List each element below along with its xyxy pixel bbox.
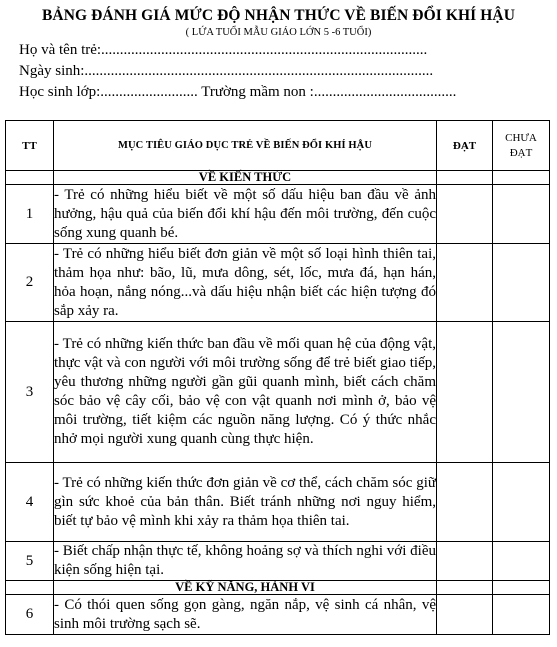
section-blank bbox=[437, 171, 493, 185]
section-row-knowledge bbox=[6, 171, 550, 185]
row-number: 2 bbox=[6, 244, 54, 322]
table-row bbox=[6, 542, 550, 581]
document-title: BẢNG ĐÁNH GIÁ MỨC ĐỘ NHẬN THỨC VỀ BIẾN ĐỔI KHÍ HẬU bbox=[41, 7, 516, 24]
header-muc-tieu: MỤC TIÊU GIÁO DỤC TRẺ VỀ BIẾN ĐỔI KHÍ HẬU bbox=[54, 121, 437, 171]
chua-dat-cell[interactable] bbox=[493, 595, 550, 635]
section-blank bbox=[6, 171, 54, 185]
dat-cell[interactable] bbox=[437, 595, 493, 635]
birth-date-field: Ngày sinh:............................................................................................. bbox=[19, 63, 434, 79]
child-name-field: Họ và tên trẻ:....................................................................................... bbox=[19, 42, 428, 58]
section-blank bbox=[493, 171, 550, 185]
row-objective: - Trẻ có những kiến thức đơn giản về cơ thể, cách chăm sóc giữ gìn sức khoẻ của bản thân. Biết tránh những nơi nguy hiểm, biết tự bảo vệ mình khi xảy ra thảm họa thiên tai. bbox=[54, 463, 437, 542]
section-knowledge-title: VỀ KIẾN THỨC bbox=[54, 171, 437, 185]
chua-dat-cell[interactable] bbox=[493, 463, 550, 542]
header-dat: ĐẠT bbox=[437, 121, 493, 171]
section-blank bbox=[437, 581, 493, 595]
chua-dat-cell[interactable] bbox=[493, 185, 550, 244]
dat-cell[interactable] bbox=[437, 244, 493, 322]
row-number: 3 bbox=[6, 322, 54, 463]
row-objective: - Có thói quen sống gọn gàng, ngăn nắp, vệ sinh cá nhân, vệ sinh môi trường sạch sẽ. bbox=[54, 595, 437, 635]
table-row bbox=[6, 185, 550, 244]
class-school-field: Học sinh lớp:.......................... Trường mầm non :...................................... bbox=[19, 84, 457, 100]
chua-dat-cell[interactable] bbox=[493, 244, 550, 322]
dat-cell[interactable] bbox=[437, 542, 493, 581]
dat-cell[interactable] bbox=[437, 185, 493, 244]
chua-dat-cell[interactable] bbox=[493, 542, 550, 581]
chua-dat-cell[interactable] bbox=[493, 322, 550, 463]
row-objective: - Trẻ có những kiến thức ban đầu về mối quan hệ của động vật, thực vật và con người với môi trường sống để trẻ biết giao tiếp, yêu thương những người gần gũi quanh mình, biết cách chăm sóc bảo vệ cây cối, bảo vệ con vật quanh nơi mình ở, bảo vệ môi trường, tiết kiệm các nguồn năng lượng. Có ý thức nhắc nhở mọi người xung quanh cùng thực hiện. bbox=[54, 322, 437, 463]
section-skills-title: VỀ KỸ NĂNG, HÀNH VI bbox=[54, 581, 437, 595]
table-row bbox=[6, 244, 550, 322]
document-subtitle: ( LỨA TUỔI MẪU GIÁO LỚN 5 -6 TUỔI) bbox=[185, 27, 372, 38]
table-row bbox=[6, 595, 550, 635]
row-number: 6 bbox=[6, 595, 54, 635]
table-row bbox=[6, 322, 550, 463]
header-tt: TT bbox=[6, 121, 54, 171]
row-number: 5 bbox=[6, 542, 54, 581]
table-row bbox=[6, 463, 550, 542]
row-objective: - Biết chấp nhận thực tế, không hoảng sợ và thích nghi với điều kiện sống hiện tại. bbox=[54, 542, 437, 581]
row-number: 4 bbox=[6, 463, 54, 542]
row-objective: - Trẻ có những hiểu biết về một số dấu hiệu ban đầu về ảnh hưởng, hậu quả của biến đổi khí hậu đến môi trường, đến cuộc sống xung quanh bé. bbox=[54, 185, 437, 244]
dat-cell[interactable] bbox=[437, 463, 493, 542]
row-number: 1 bbox=[6, 185, 54, 244]
evaluation-table bbox=[5, 120, 550, 635]
section-blank bbox=[493, 581, 550, 595]
row-objective: - Trẻ có những hiểu biết đơn giản về một số loại hình thiên tai, thảm họa như: bão, lũ, mưa dông, sét, lốc, mưa đá, hạn hán, hỏa hoạn, nắng nóng...và dấu hiệu nhận biết các hiện tượng đó sắp xảy ra. bbox=[54, 244, 437, 322]
section-row-skills bbox=[6, 581, 550, 595]
header-chua-dat: CHƯA ĐẠT bbox=[493, 121, 550, 171]
section-blank bbox=[6, 581, 54, 595]
dat-cell[interactable] bbox=[437, 322, 493, 463]
table-header-row bbox=[6, 121, 550, 171]
